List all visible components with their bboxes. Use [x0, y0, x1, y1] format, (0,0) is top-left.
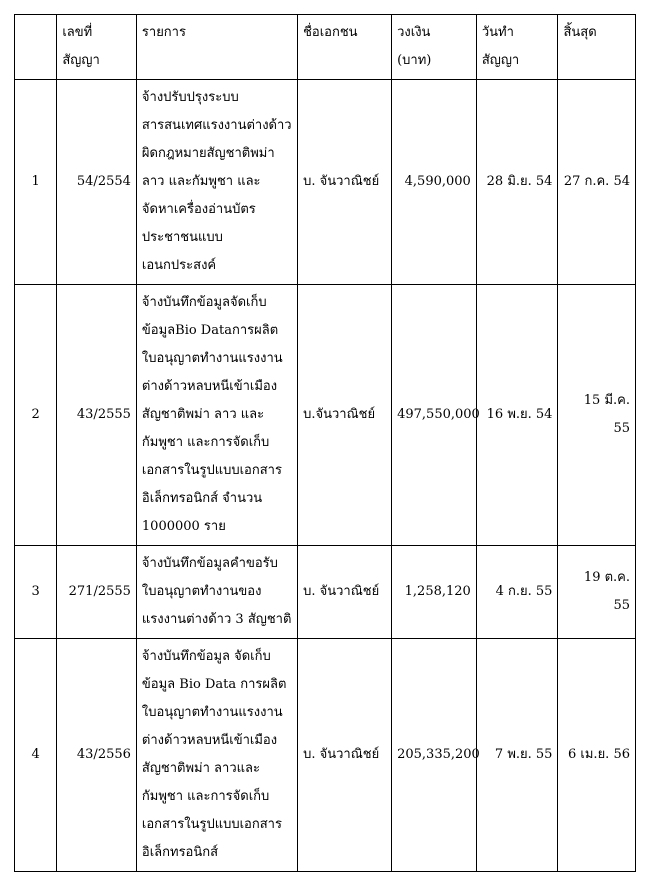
- cell-end: 6 เม.ย. 56: [558, 639, 636, 872]
- cell-contract: 43/2555: [57, 285, 137, 546]
- header-item: รายการ: [136, 15, 297, 80]
- cell-contract: 43/2556: [57, 639, 137, 872]
- cell-date: 7 พ.ย. 55: [476, 639, 558, 872]
- table-row: [15, 639, 636, 872]
- cell-item: จ้างบันทึกข้อมูลจัดเก็บข้อมูลBio Dataการผลิตใบอนุญาตทำงานแรงงานต่างด้าวหลบหนีเข้าเมืองสัญชาติพม่า ลาว และกัมพูชา และการจัดเก็บเอกสารในรูปแบบเอกสารอิเล็กทรอนิกส์ จำนวน 1000000 ราย: [136, 285, 297, 546]
- header-contract: [57, 15, 137, 80]
- header-date-line1: วันทำ: [481, 25, 514, 40]
- table-row: [15, 546, 636, 639]
- header-row: [15, 15, 636, 80]
- contract-table: [14, 14, 636, 872]
- cell-amount: 4,590,000: [392, 80, 477, 285]
- cell-end: 15 มี.ค. 55: [558, 285, 636, 546]
- cell-amount: 1,258,120: [392, 546, 477, 639]
- header-amount: [392, 15, 477, 80]
- cell-date: 28 มิ.ย. 54: [476, 80, 558, 285]
- cell-item: จ้างปรับปรุงระบบสารสนเทศแรงงานต่างด้าวผิดกฎหมายสัญชาติพม่า ลาว และกัมพูชา และจัดหาเครื่องอ่านบัตรประชาชนแบบเอนกประสงค์: [136, 80, 297, 285]
- cell-contract: 54/2554: [57, 80, 137, 285]
- cell-no: 2: [15, 285, 57, 546]
- header-vendor: ชื่อเอกชน: [298, 15, 392, 80]
- header-date: [476, 15, 558, 80]
- header-no: [15, 15, 57, 80]
- header-amount-line1: วงเงิน: [397, 25, 431, 40]
- cell-vendor: บ. จันวาณิชย์: [298, 80, 392, 285]
- cell-item: จ้างบันทึกข้อมูล จัดเก็บข้อมูล Bio Data การผลิตใบอนุญาตทำงานแรงงานต่างด้าวหลบหนีเข้าเมืองสัญชาติพม่า ลาวและกัมพูชา และการจัดเก็บเอกสารในรูปแบบเอกสารอิเล็กทรอนิกส์: [136, 639, 297, 872]
- cell-no: 3: [15, 546, 57, 639]
- cell-end: 27 ก.ค. 54: [558, 80, 636, 285]
- cell-date: 16 พ.ย. 54: [476, 285, 558, 546]
- cell-vendor: บ.จันวาณิชย์: [298, 285, 392, 546]
- cell-no: 4: [15, 639, 57, 872]
- cell-no: 1: [15, 80, 57, 285]
- header-contract-line2: สัญญา: [62, 53, 100, 68]
- header-end: สิ้นสุด: [558, 15, 636, 80]
- cell-contract: 271/2555: [57, 546, 137, 639]
- table-row: [15, 285, 636, 546]
- cell-amount: 497,550,000: [392, 285, 477, 546]
- cell-vendor: บ. จันวาณิชย์: [298, 546, 392, 639]
- header-date-line2: สัญญา: [481, 53, 520, 68]
- table-row: [15, 80, 636, 285]
- cell-date: 4 ก.ย. 55: [476, 546, 558, 639]
- cell-amount: 205,335,200: [392, 639, 477, 872]
- header-amount-line2: (บาท): [397, 53, 432, 68]
- header-contract-line1: เลขที่: [62, 25, 93, 40]
- cell-vendor: บ. จันวาณิชย์: [298, 639, 392, 872]
- document-page: [14, 14, 636, 872]
- cell-item: จ้างบันทึกข้อมูลคำขอรับใบอนุญาตทำงานของแรงงานต่างด้าว 3 สัญชาติ: [136, 546, 297, 639]
- cell-end: 19 ต.ค. 55: [558, 546, 636, 639]
